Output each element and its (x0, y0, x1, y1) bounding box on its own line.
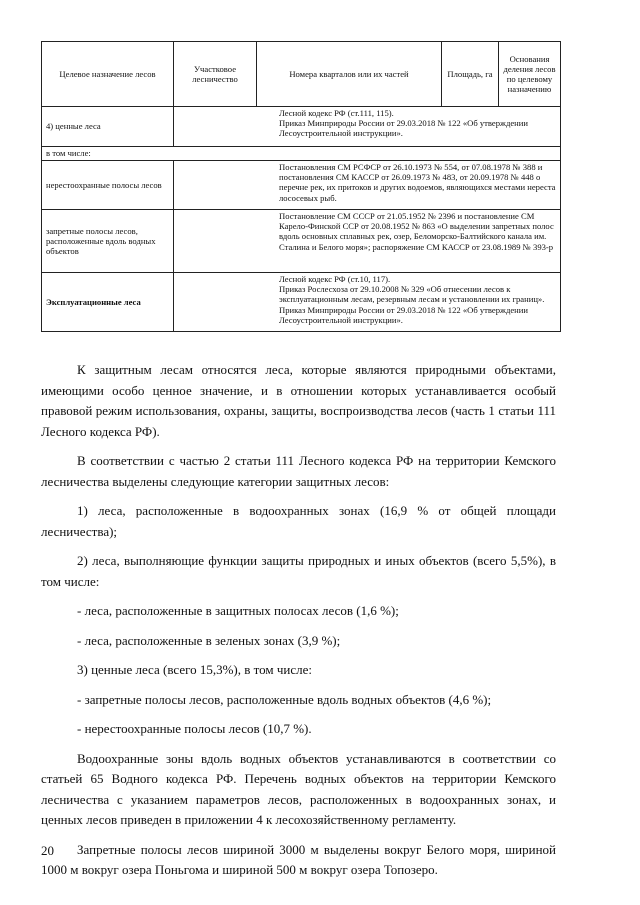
table-row (42, 147, 561, 161)
header-area: Площадь, га (442, 42, 499, 107)
row-category: Эксплуатационные леса (42, 273, 174, 332)
header-quarters: Номера кварталов или их частей (257, 42, 442, 107)
table-row (42, 273, 561, 332)
list-item: - нерестоохранные полосы лесов (10,7 %). (77, 721, 312, 736)
header-basis: Основания деления лесов по целевому назначению (499, 42, 561, 107)
row-category: запретные полосы лесов, расположенные вдоль водных объектов (42, 210, 174, 273)
paragraph: Водоохранные зоны вдоль водных объектов устанавливаются в соответствии со статьей 65 Водного кодекса РФ. Перечень водных объектов на территории Кемского лесничества с указанием параметров лесов, расположенных в водоохранных зонах, и ценных лесов приведен в приложении 4 к лесохозяйственному регламенту. (41, 750, 556, 827)
page-number: 20 (41, 843, 54, 858)
forest-purpose-table (41, 41, 561, 332)
table-row (42, 161, 561, 210)
paragraph: Запретные полосы лесов шириной 3000 м выделены вокруг Белого моря, шириной 1000 м вокруг озера Поньгома и шириной 500 м вокруг озера Топозеро. (41, 841, 556, 877)
row-basis: Постановления СМ РСФСР от 26.10.1973 № 554, от 07.08.1978 № 388 и постановления СМ КАССР от 26.09.1973 № 483, от 20.09.1978 № 448 о перечне рек, их притоков и других водоемов, являющихся местами нереста лососевых рыб. (174, 161, 561, 210)
row-basis: Лесной кодекс РФ (ст.10, 117). Приказ Рослесхоза от 29.10.2008 № 329 «Об отнесении лесов к эксплуатационным лесам, резервным лесам и установлении их границ». Приказ Минприроды России от 29.03.2018 № 122 «Об утверждении Лесоустроительной инструкции». (174, 273, 561, 332)
row-basis: Постановление СМ СССР от 21.05.1952 № 2396 и постановление СМ Карело-Финской ССР от 20.08.1952 № 863 «О выделении запретных полос вдоль основных сплавных рек, озер, Беломорско-Балтийского канала им. Сталина и Белого моря»; распоряжение СМ КАССР от 23.08.1989 № 393-р (174, 210, 561, 273)
list-item: 3) ценные леса (всего 15,3%), в том числе: (77, 662, 313, 677)
header-district: Участковое лесничество (174, 42, 257, 107)
list-item: 2) леса, выполняющие функции защиты природных и иных объектов (всего 5,5%), в том числе: (41, 553, 556, 589)
list-item: 1) леса, расположенные в водоохранных зонах (16,9 % от общей площади лесничества); (41, 503, 556, 539)
paragraph: К защитным лесам относятся леса, которые являются природными объектами, имеющими особо ценное значение, и в отношении которых устанавливается особый правовой режим использования, охраны, защиты, воспроизводства лесов (часть 1 статьи 111 Лесного кодекса РФ). (41, 362, 556, 439)
row-basis: Лесной кодекс РФ (ст.111, 115). Приказ Минприроды России от 29.03.2018 № 122 «Об утверждении Лесоустроительной инструкции». (174, 107, 561, 147)
list-item: - леса, расположенные в зеленых зонах (3,9 %); (77, 632, 341, 648)
paragraph: В соответствии с частью 2 статьи 111 Лесного кодекса РФ на территории Кемского лесничества выделены следующие категории защитных лесов: (41, 453, 556, 489)
body-text (41, 360, 556, 881)
table-row (42, 210, 561, 273)
row-subheading: в том числе: (42, 147, 561, 161)
list-item: - запретные полосы лесов, расположенные вдоль водных объектов (4,6 %); (77, 691, 492, 707)
row-category: 4) ценные леса (42, 107, 174, 147)
list-item: - леса, расположенные в защитных полосах лесов (1,6 %); (77, 603, 399, 618)
header-purpose: Целевое назначение лесов (42, 42, 174, 107)
table-header-row (42, 42, 561, 107)
row-category: нерестоохранные полосы лесов (42, 161, 174, 210)
table-row (42, 107, 561, 147)
